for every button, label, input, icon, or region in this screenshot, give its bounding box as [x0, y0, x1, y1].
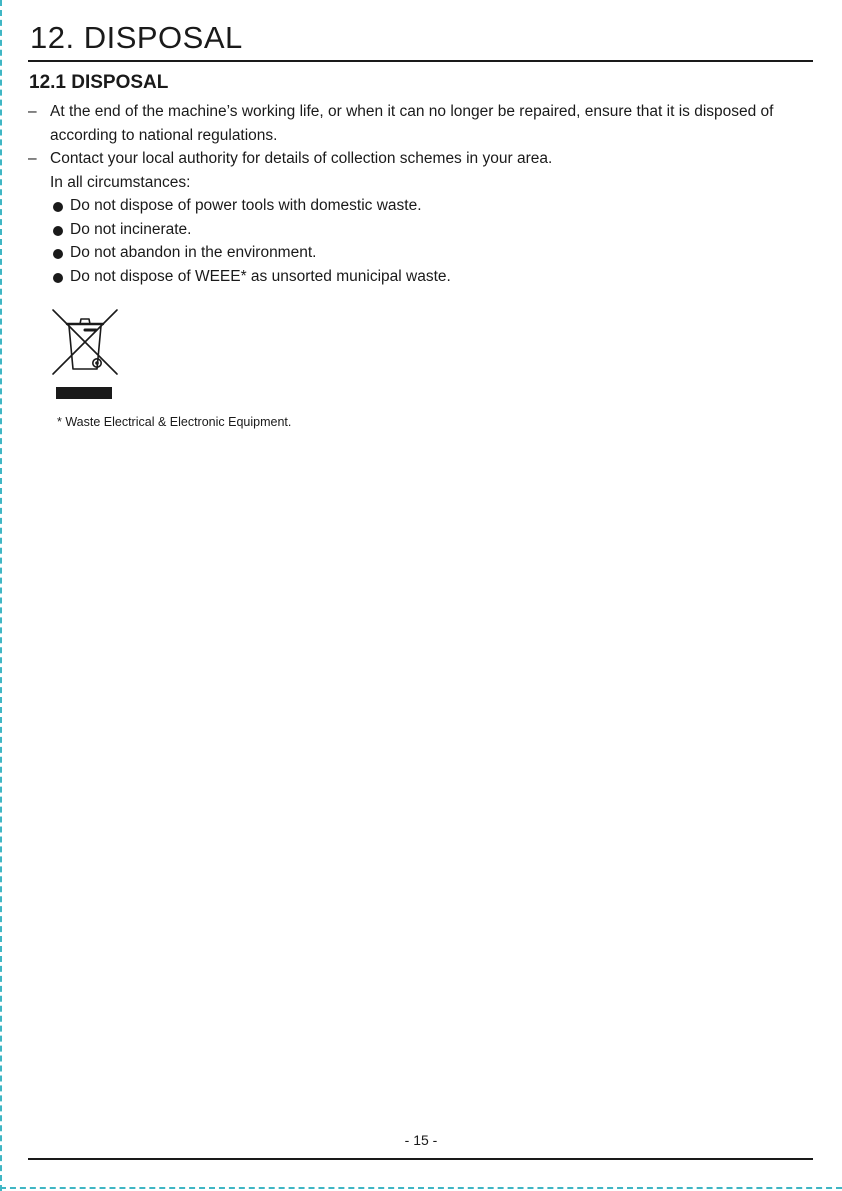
- crossed-out-wheelie-bin-icon: [50, 307, 120, 401]
- bullet-item-text: Do not dispose of power tools with domestic waste.: [70, 197, 422, 214]
- bullet-item-text: Do not incinerate.: [70, 220, 192, 238]
- page-border-left: [0, 0, 2, 1191]
- bullet-item-text: Do not abandon in the environment.: [70, 244, 317, 261]
- bullet-dot-icon: [53, 202, 63, 212]
- page-number: - 15 -: [404, 1132, 438, 1148]
- bullet-list-item: [28, 265, 818, 289]
- bullet-item-text: Do not dispose of WEEE* as unsorted municipal waste.: [70, 267, 451, 285]
- bullet-dot-icon: [53, 273, 63, 283]
- bullet-dot-icon: [53, 249, 63, 259]
- footnote: * Waste Electrical & Electronic Equipment.: [57, 415, 292, 429]
- section-title: 12.1 DISPOSAL: [29, 72, 169, 93]
- bullet-list-item: [28, 241, 818, 265]
- dash-list-item: [28, 100, 818, 147]
- dash-item-text: Contact your local authority for details of collection schemes in your area.: [50, 150, 553, 167]
- page-border-bottom: [0, 1187, 842, 1189]
- dash-marker: –: [28, 103, 37, 120]
- dash-item-text: At the end of the machine’s working life, or when it can no longer be repaired, ensure that it is disposed of according to national regulations.: [50, 103, 774, 144]
- bullet-list-item: [28, 194, 818, 218]
- title-rule: [28, 60, 813, 62]
- footer-rule: [28, 1158, 813, 1160]
- intro-text: In all circumstances:: [50, 173, 191, 191]
- section-content: [28, 100, 818, 288]
- dash-marker: –: [28, 150, 37, 167]
- bullet-dot-icon: [53, 226, 63, 236]
- bullet-list-item: [28, 218, 818, 242]
- dash-list-item: [28, 147, 818, 171]
- chapter-title: 12. DISPOSAL: [30, 20, 243, 55]
